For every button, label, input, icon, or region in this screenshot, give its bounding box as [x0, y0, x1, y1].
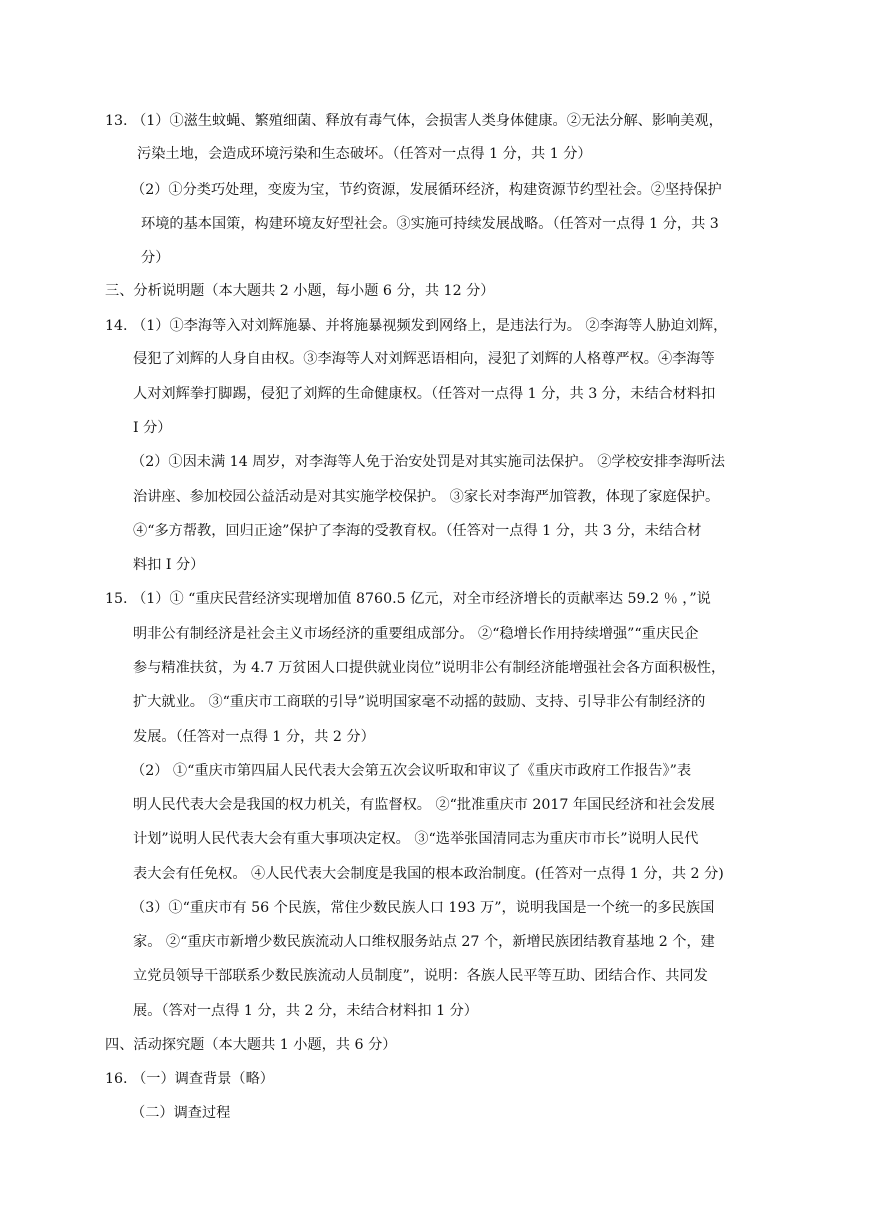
q13-line-4: 环境的基本国策，构建环境友好型社会。③实施可持续发展战略。（任答对一点得 1 分，共 3 — [141, 216, 719, 232]
q15-line-1: 15. （1）① “重庆民营经济实现增加值 8760.5 亿元，对全市经济增长的贡献率达 59.2 ％ ，”说 — [105, 591, 711, 607]
q15-line-3: 参与精准扶贫，为 4.7 万贫困人口提供就业岗位”说明非公有制经济能增强社会各方面积极性， — [133, 660, 726, 676]
q14-line-5: （2）①因未满 14 周岁，对李海等人免于治安处罚是对其实施司法保护。 ②学校安排李海听法 — [131, 454, 725, 470]
q14-line-3: 人对刘辉拳打脚踢，侵犯了刘辉的生命健康权。（任答对一点得 1 分，共 3 分，未结合材料扣 — [133, 386, 716, 402]
q15-line-2: 明非公有制经济是社会主义市场经济的重要组成部分。 ②“稳增长作用持续增强”“重庆民企 — [133, 626, 699, 642]
q13-line-5: 分） — [141, 250, 170, 266]
q16-line-1: 16. （一）调查背景（略） — [105, 1071, 274, 1087]
q13-line-2: 污染土地，会造成环境污染和生态破坏。（任答对一点得 1 分，共 1 分） — [137, 146, 592, 162]
q13-line-3: （2）①分类巧处理，变废为宝，节约资源，发展循环经济，构建资源节约型社会。②坚持保护 — [131, 182, 722, 198]
q13-line-1: 13. （1）①滋生蚊蝇、繁殖细菌、释放有毒气体，会损害人类身体健康。②无法分解、影响美观， — [105, 113, 723, 129]
q15-line-6: （2） ①“重庆市第四届人民代表大会第五次会议听取和审议了《重庆市政府工作报告》”表 — [131, 763, 692, 779]
q15-line-8: 计划”说明人民代表大会有重大事项决定权。 ③“选举张国清同志为重庆市市长”说明人民代 — [133, 831, 699, 847]
q14-line-8: 料扣 I 分） — [133, 557, 205, 573]
q16-line-2: （二）调查过程 — [131, 1105, 231, 1121]
q15-line-13: 展。（答对一点得 1 分，共 2 分，未结合材料扣 1 分） — [133, 1003, 478, 1019]
q15-line-11: 家。 ②“重庆市新增少数民族流动人口维权服务站点 27 个，新增民族团结教育基地 2 个，建 — [133, 934, 715, 950]
q14-line-2: 侵犯了刘辉的人身自由权。③李海等人对刘辉恶语相向，浸犯了刘辉的人格尊严权。④李海等 — [133, 351, 715, 367]
q14-line-1: 14. （1）①李海等入对刘辉施暴、并将施暴视频发到网络上，是违法行为。 ②李海等人胁迫刘辉， — [105, 318, 728, 334]
q14-line-4: I 分） — [133, 420, 172, 436]
section-4-heading: 四、活动探究题（本大题共 1 小题，共 6 分） — [105, 1037, 397, 1053]
q15-line-7: 明人民代表大会是我国的权力机关，有监督权。 ②“批准重庆市 2017 年国民经济和社会发展 — [133, 797, 715, 813]
q14-line-7: ④“多方帮教，回归正途”保护了李海的受教育权。（任答对一点得 1 分，共 3 分，未结合材 — [133, 523, 702, 539]
q15-line-12: 立党员领导干部联系少数民族流动人员制度”，说明：各族人民平等互助、团结合作、共同发 — [133, 968, 708, 984]
q14-line-6: 治讲座、参加校园公益活动是对其实施学校保护。 ③家长对李海严加管教，体现了家庭保护。 — [133, 489, 720, 505]
q15-line-10: （3）①“重庆市有 56 个民族，常住少数民族人口 193 万”，说明我国是一个统一的多民族国 — [131, 900, 715, 916]
q15-line-5: 发展。（任答对一点得 1 分，共 2 分） — [133, 729, 375, 745]
q15-line-9: 表大会有任免权。 ④人民代表大会制度是我国的根本政治制度。(任答对一点得 1 分，共 2 分) — [133, 866, 724, 882]
section-3-heading: 三、分析说明题（本大题共 2 小题，每小题 6 分，共 12 分） — [105, 283, 495, 299]
q15-line-4: 扩大就业。 ③“重庆市工商联的引导”说明国家毫不动摇的鼓励、支持、引导非公有制经济的 — [133, 694, 706, 710]
